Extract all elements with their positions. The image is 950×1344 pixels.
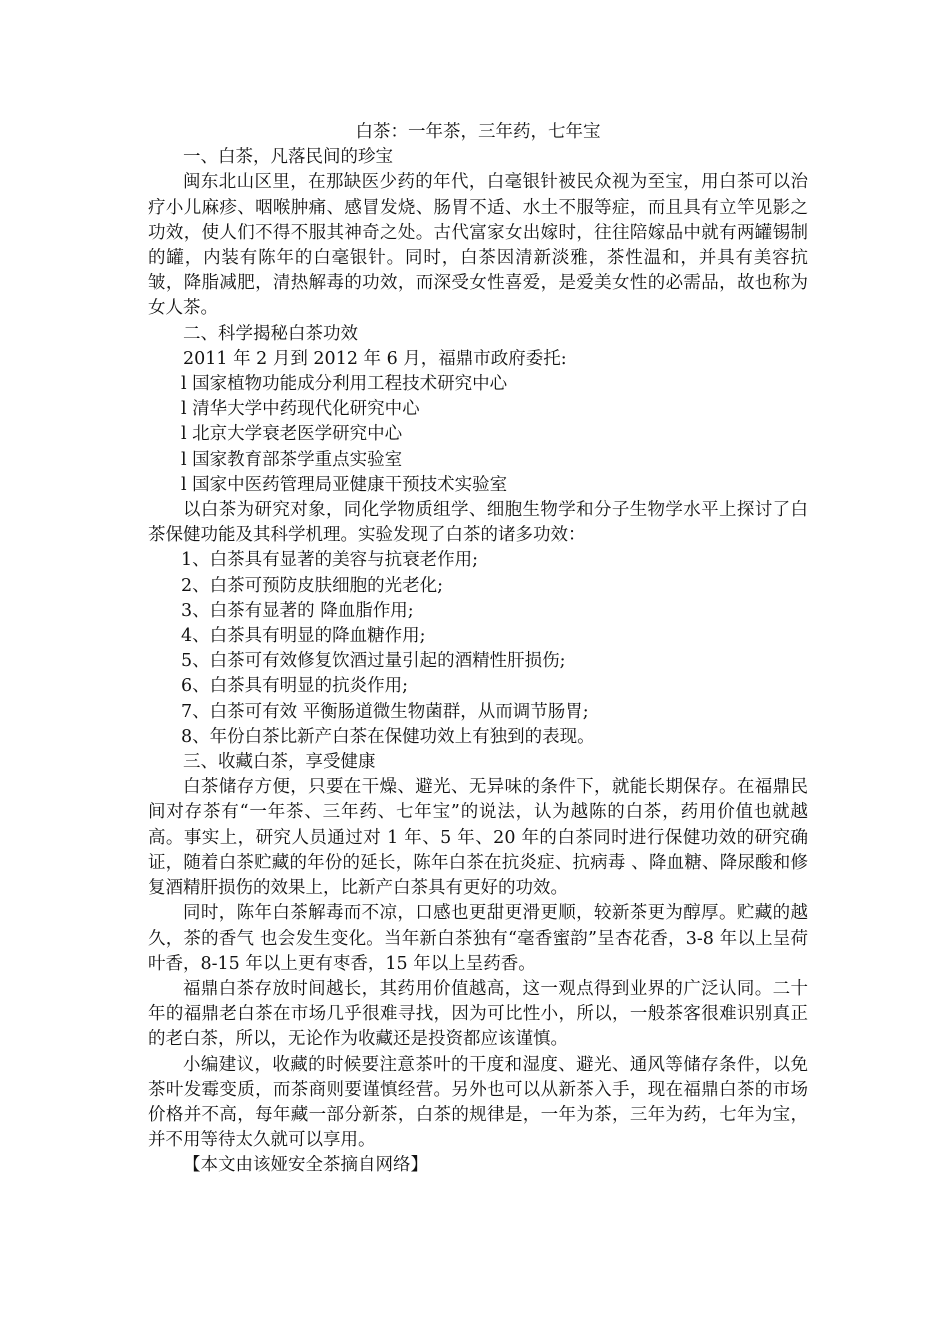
effect-item: 3、白茶有显著的 降血脂作用; — [181, 600, 414, 621]
section-heading-2: 二、科学揭秘白茶功效 — [183, 323, 358, 344]
effect-item: 2、白茶可预防皮肤细胞的光老化; — [181, 575, 444, 596]
section3-paragraph: 同时，陈年白茶解毒而不凉，口感也更甜更滑更顺，较新茶更为醇厚。贮藏的越久，茶的香气 也会发生变化。当年新白茶独有“毫香蜜韵”呈杏花香，3-8 年以上呈荷叶香，8-15 年以上更有枣香，15 年以上呈药香。 — [148, 903, 808, 974]
effect-item: 1、白茶具有显著的美容与抗衰老作用; — [181, 550, 479, 571]
section3-paragraph: 白茶储存方便，只要在干燥、避光、无异味的条件下，就能长期保存。在福鼎民间对存茶有“一年茶、三年药、七年宝”的说法，认为越陈的白茶，药用价值也就越高。事实上，研究人员通过对 1 年、5 年、20 年的白茶同时进行保健功效的研究确证，随着白茶贮藏的年份的延长，陈年白茶在抗炎症、抗病毒 、降血糖、降尿酸和修复酒精肝损伤的效果上，比新产白茶具有更好的功效。 — [148, 777, 808, 899]
section3-paragraph: 小编建议，收藏的时候要注意茶叶的干度和湿度、避光、通风等储存条件，以免茶叶发霉变质，而茶商则要谨慎经营。另外也可以从新茶入手，现在福鼎白茶的市场价格并不高，每年藏一部分新茶，白茶的规律是，一年为茶，三年为药，七年为宝，并不用等待太久就可以享用。 — [148, 1054, 808, 1151]
institution-item: l 清华大学中药现代化研究中心 — [181, 399, 420, 420]
section-heading-3: 三、收藏白茶，享受健康 — [183, 752, 376, 773]
section-heading-1: 一、白茶，凡落民间的珍宝 — [183, 147, 393, 168]
section1-paragraph: 闽东北山区里，在那缺医少药的年代，白毫银针被民众视为至宝，用白茶可以治疗小儿麻疹、咽喉肿痛、感冒发烧、肠胃不适、水土不服等症，而且具有立竿见影之功效，使人们不得不服其神奇之处。古代富家女出嫁时，往往陪嫁品中就有两罐锡制的罐，内装有陈年的白毫银针。同时，白茶因清新淡雅，茶性温和，并具有美容抗皱，降脂减肥，清热解毒的功效，而深受女性喜爱，是爱美女性的必需品，故也称为女人茶。 — [148, 172, 808, 319]
section3-paragraph: 福鼎白茶存放时间越长，其药用价值越高，这一观点得到业界的广泛认同。二十年的福鼎老白茶在市场几乎很难寻找，因为可比性小，所以，一般茶客很难识别真正的老白茶，所以，无论作为收藏还是投资都应该谨慎。 — [148, 978, 808, 1050]
source-note: 【本文由该娅安全茶摘自网络】 — [183, 1155, 428, 1176]
document-title: 白茶：一年茶，三年药，七年宝 — [355, 122, 601, 142]
institution-item: l 国家教育部茶学重点实验室 — [181, 449, 403, 470]
institution-item: l 国家中医药管理局亚健康干预技术实验室 — [181, 474, 508, 495]
effect-item: 4、白茶具有明显的降血糖作用; — [181, 626, 426, 647]
institution-item: l 北京大学衰老医学研究中心 — [181, 424, 403, 445]
effect-item: 5、白茶可有效修复饮酒过量引起的酒精性肝损伤; — [181, 651, 566, 672]
effect-item: 6、白茶具有明显的抗炎作用; — [181, 676, 409, 697]
effect-item: 7、白茶可有效 平衡肠道微生物菌群，从而调节肠胃; — [181, 701, 589, 722]
effect-item: 8、年份白茶比新产白茶在保健功效上有独到的表现。 — [181, 726, 595, 747]
section2-summary: 以白茶为研究对象，同化学物质组学、细胞生物学和分子生物学水平上探讨了白茶保健功能及其科学机理。实验发现了白茶的诸多功效： — [148, 500, 808, 546]
institution-item: l 国家植物功能成分利用工程技术研究中心 — [181, 374, 508, 395]
section2-intro: 2011 年 2 月到 2012 年 6 月，福鼎市政府委托: — [183, 348, 567, 369]
document-page — [148, 120, 808, 1179]
